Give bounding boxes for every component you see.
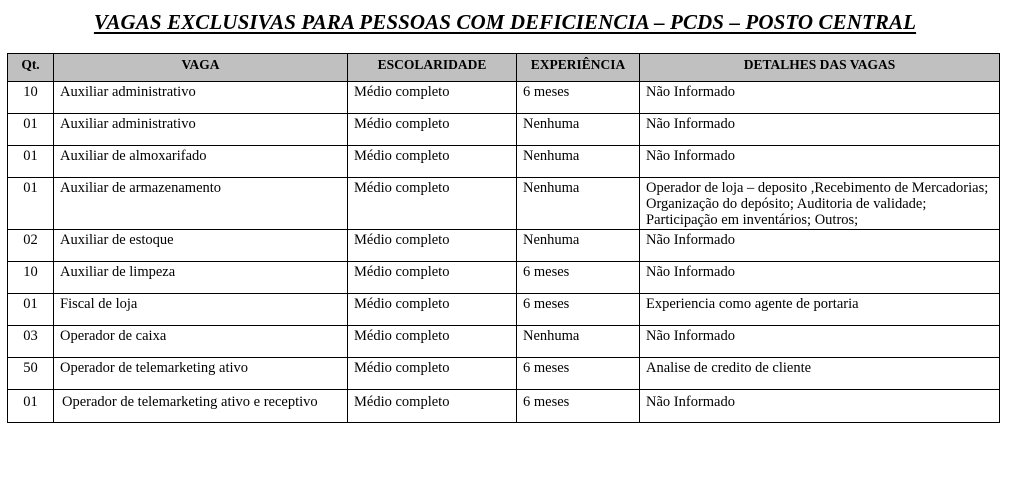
cell-qt: 01 bbox=[8, 294, 54, 326]
cell-experiencia: Nenhuma bbox=[517, 146, 640, 178]
cell-escolaridade: Médio completo bbox=[348, 294, 517, 326]
cell-escolaridade: Médio completo bbox=[348, 82, 517, 114]
cell-vaga: Auxiliar de limpeza bbox=[54, 262, 348, 294]
table-row bbox=[8, 230, 1000, 262]
cell-escolaridade: Médio completo bbox=[348, 358, 517, 390]
cell-vaga: Operador de telemarketing ativo e receptivo bbox=[54, 390, 348, 423]
cell-detalhes: Analise de credito de cliente bbox=[640, 358, 1000, 390]
job-table bbox=[7, 53, 1000, 423]
cell-escolaridade: Médio completo bbox=[348, 326, 517, 358]
cell-vaga: Operador de telemarketing ativo bbox=[54, 358, 348, 390]
cell-detalhes: Não Informado bbox=[640, 146, 1000, 178]
header-qt: Qt. bbox=[8, 54, 54, 82]
header-escolaridade: ESCOLARIDADE bbox=[348, 54, 517, 82]
cell-experiencia: 6 meses bbox=[517, 390, 640, 423]
table-row bbox=[8, 146, 1000, 178]
document-title: VAGAS EXCLUSIVAS PARA PESSOAS COM DEFICIENCIA – PCDS – POSTO CENTRAL bbox=[93, 10, 917, 34]
cell-qt: 10 bbox=[8, 262, 54, 294]
cell-experiencia: Nenhuma bbox=[517, 114, 640, 146]
cell-experiencia: Nenhuma bbox=[517, 230, 640, 262]
cell-detalhes: Não Informado bbox=[640, 230, 1000, 262]
cell-vaga: Auxiliar de almoxarifado bbox=[54, 146, 348, 178]
cell-escolaridade: Médio completo bbox=[348, 146, 517, 178]
cell-detalhes: Operador de loja – deposito ,Recebimento de Mercadorias; Organização do depósito; Auditoria de validade; Participação em inventários; Outros; bbox=[640, 178, 1000, 230]
table-row bbox=[8, 294, 1000, 326]
cell-qt: 50 bbox=[8, 358, 54, 390]
cell-qt: 01 bbox=[8, 390, 54, 423]
cell-experiencia: 6 meses bbox=[517, 358, 640, 390]
cell-detalhes: Não Informado bbox=[640, 262, 1000, 294]
cell-vaga: Fiscal de loja bbox=[54, 294, 348, 326]
header-detalhes: DETALHES DAS VAGAS bbox=[640, 54, 1000, 82]
cell-qt: 01 bbox=[8, 178, 54, 230]
table-body bbox=[8, 82, 1000, 423]
header-experiencia: EXPERIÊNCIA bbox=[517, 54, 640, 82]
table-row bbox=[8, 82, 1000, 114]
cell-qt: 03 bbox=[8, 326, 54, 358]
cell-experiencia: 6 meses bbox=[517, 262, 640, 294]
cell-escolaridade: Médio completo bbox=[348, 390, 517, 423]
cell-escolaridade: Médio completo bbox=[348, 114, 517, 146]
cell-escolaridade: Médio completo bbox=[348, 262, 517, 294]
cell-vaga: Auxiliar administrativo bbox=[54, 114, 348, 146]
cell-escolaridade: Médio completo bbox=[348, 178, 517, 230]
cell-detalhes: Experiencia como agente de portaria bbox=[640, 294, 1000, 326]
table-row bbox=[8, 390, 1000, 423]
table-row bbox=[8, 178, 1000, 230]
cell-experiencia: Nenhuma bbox=[517, 178, 640, 230]
header-vaga: VAGA bbox=[54, 54, 348, 82]
cell-qt: 01 bbox=[8, 114, 54, 146]
cell-qt: 01 bbox=[8, 146, 54, 178]
cell-vaga: Auxiliar de estoque bbox=[54, 230, 348, 262]
cell-detalhes: Não Informado bbox=[640, 114, 1000, 146]
cell-vaga: Auxiliar de armazenamento bbox=[54, 178, 348, 230]
cell-experiencia: Nenhuma bbox=[517, 326, 640, 358]
cell-detalhes: Não Informado bbox=[640, 82, 1000, 114]
table-row bbox=[8, 326, 1000, 358]
cell-detalhes: Não Informado bbox=[640, 326, 1000, 358]
cell-experiencia: 6 meses bbox=[517, 294, 640, 326]
cell-detalhes: Não Informado bbox=[640, 390, 1000, 423]
cell-qt: 10 bbox=[8, 82, 54, 114]
cell-escolaridade: Médio completo bbox=[348, 230, 517, 262]
table-row bbox=[8, 114, 1000, 146]
table-row bbox=[8, 262, 1000, 294]
cell-vaga: Auxiliar administrativo bbox=[54, 82, 348, 114]
cell-vaga: Operador de caixa bbox=[54, 326, 348, 358]
table-header bbox=[8, 54, 1000, 82]
table-row bbox=[8, 358, 1000, 390]
cell-qt: 02 bbox=[8, 230, 54, 262]
cell-experiencia: 6 meses bbox=[517, 82, 640, 114]
